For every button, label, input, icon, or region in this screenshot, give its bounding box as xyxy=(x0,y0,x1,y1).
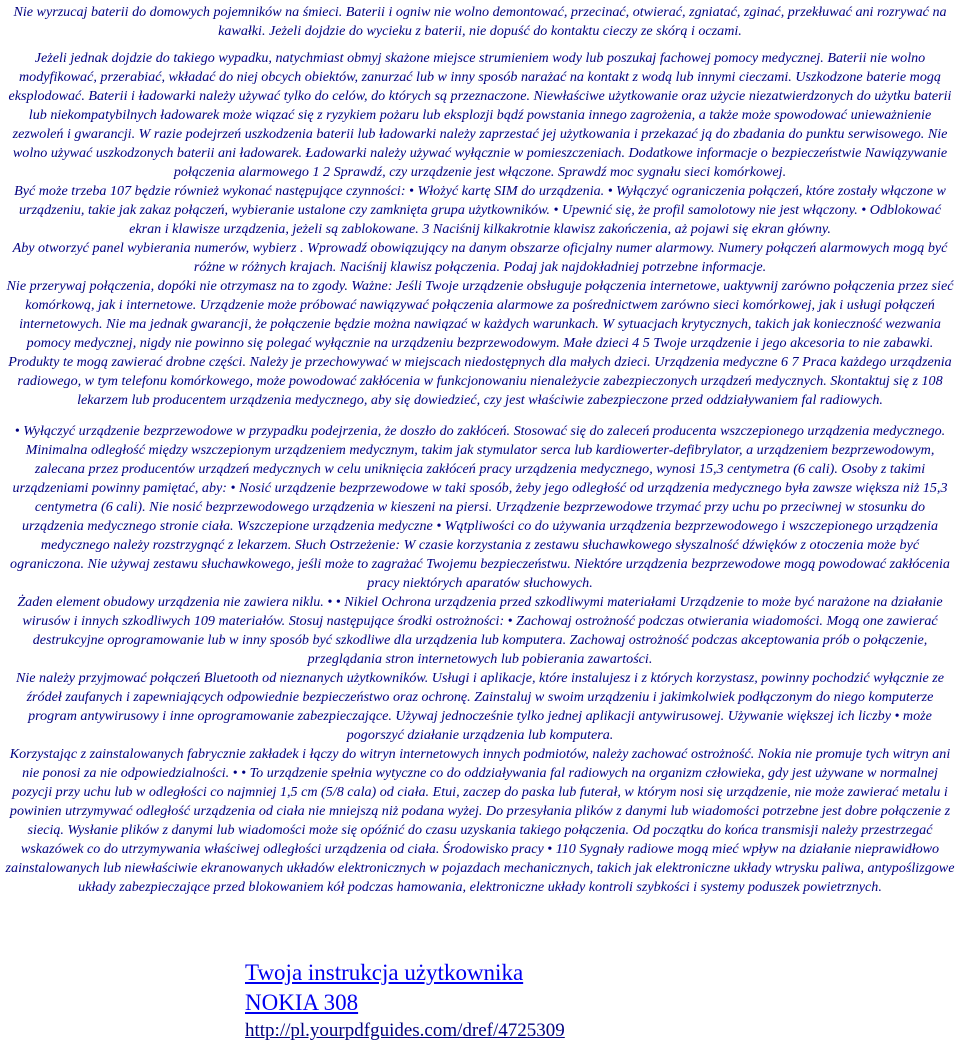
footer-links xyxy=(245,958,945,1044)
paragraph-emergency-dial: Aby otworzyć panel wybierania numerów, wybierz . Wprowadź obowiązujący na danym obszarze oficjalny numer alarmowy. Numery połączeń alarmowych mogą być różne w różnych krajach. Naciśnij klawisz połączenia. Podaj jak najdokładniej potrzebne informacje. xyxy=(12,240,948,275)
paragraph-medical-devices: • Wyłączyć urządzenie bezprzewodowe w przypadku podejrzenia, że doszło do zakłóceń. Stosować się do zaleceń producenta wszczepionego urządzenia medycznego. Minimalna odległość między wszczepionym urządzeniem medycznym, takim jak stymulator serca lub kardiowerter-defibrylator, a urządzeniem bezprzewodowym, zalecana przez producentów urządzeń medycznych w celu uniknięcia zakłóceń pracy urządzenia medycznego, wynosi 15,3 centymetra (6 cali). Osoby z takimi urządzeniami powinny pamiętać, aby: • Nosić urządzenie bezprzewodowe w taki sposób, żeby jego odległość od urządzenia medycznego była zawsze większa niż 15,3 centymetra (6 cali). Nie nosić bezprzewodowego urządzenia w kieszeni na piersi. Urządzenie bezprzewodowe trzymać przy uchu po przeciwnej w stosunku do urządzenia medycznego stronie ciała. Wszczepione urządzenia medyczne • Wątpliwości co do używania urządzenia bezprzewodowego i wszczepionego urządzenia medycznego należy rozstrzygnąć z lekarzem. Słuch Ostrzeżenie: W czasie korzystania z zestawu słuchawkowego słyszalność dźwięków z otoczenia może być ograniczona. Nie używaj zestawu słuchawkowego, jeśli może to zagrażać Twojemu bezpieczeństwu. Niektóre urządzenia bezprzewodowe mogą powodować zakłócenia pracy niektórych aparatów słuchowych. xyxy=(10,423,950,591)
paragraph-bookmarks-radio: Korzystając z zainstalowanych fabrycznie zakładek i łączy do witryn internetowych innych podmiotów, należy zachować ostrożność. Nokia nie promuje tych witryn ani nie ponosi za nie odpowiedzialności. • • To urządzenie spełnia wytyczne co do oddziaływania fal radiowych na organizm człowieka, gdy jest używane w normalnej pozycji przy uchu lub w odległości co najmniej 1,5 cm (5/8 cala) od ciała. Etui, zaczep do paska lub futerał, w którym nosi się urządzenie, nie może zawierać metalu i powinien utrzymywać odległość urządzenia od ciała nie mniejszą niż podana wyżej. Do przesyłania plików z danymi lub wiadomości potrzebne jest dobre połączenie z siecią. Wysłanie plików z danymi lub wiadomości może się opóźnić do czasu uzyskania takiego połączenia. Od początku do końca transmisji należy przestrzegać wskazówek co do utrzymywania właściwej odległości urządzenia od ciała. Środowisko pracy • 110 Sygnały radiowe mogą mieć wpływ na działanie nieprawidłowo zainstalowanych lub niewłaściwie ekranowanych układów elektronicznych w pojazdach mechanicznych, takich jak elektroniczne układy wtrysku paliwa, antypoślizgowe układy zabezpieczające przed blokowaniem kół podczas hamowania, elektroniczne układy kontroli szybkości i systemy poduszek powietrznych. xyxy=(5,746,955,895)
paragraph-nickel-malware: Żaden element obudowy urządzenia nie zawiera niklu. • • Nikiel Ochrona urządzenia przed szkodliwymi materiałami Urządzenie to może być narażone na działanie wirusów i innych szkodliwych 109 materiałów. Stosuj następujące środki ostrożności: • Zachowaj ostrożność podczas otwierania wiadomości. Mogą one zawierać destrukcyjne oprogramowanie lub w inny sposób być szkodliwe dla urządzenia lub komputera. Zachowaj ostrożność podczas akceptowania prób o połączenie, przeglądania stron internetowych lub pobierania zawartości. xyxy=(17,594,943,667)
manual-title-link[interactable]: Twoja instrukcja użytkownika xyxy=(245,960,524,985)
paragraph-emergency-call: Nie przerywaj połączenia, dopóki nie otrzymasz na to zgody. Ważne: Jeśli Twoje urządzenie obsługuje połączenia internetowe, uaktywnij zarówno połączenia przez sieć komórkową, jak i internetowe. Urządzenie może próbować nawiązywać połączenia alarmowe za pośrednictwem zarówno sieci komórkowej, jak i usługi połączeń internetowych. Nie ma jednak gwarancji, że połączenie będzie można nawiązać w każdych warunkach. W sytuacjach krytycznych, takich jak konieczność wezwania pomocy medycznej, nigdy nie powinno się polegać wyłącznie na urządzeniu bezprzewodowym. Małe dzieci 4 5 Twoje urządzenie i jego akcesoria to nie zabawki. Produkty te mogą zawierać drobne części. Należy je przechowywać w miejscach niedostępnych dla małych dzieci. Urządzenia medyczne 6 7 Praca każdego urządzenia radiowego, w tym telefonu komórkowego, może powodować zakłócenia w funkcjonowaniu nienależycie zabezpieczonych urządzeń medycznych. Skontaktuj się z 108 lekarzem lub producentem urządzenia medycznego, aby się dowiedzieć, czy jest właściwie zabezpieczone przed oddziaływaniem fal radiowych. xyxy=(6,278,954,408)
model-name-link[interactable]: NOKIA 308 xyxy=(245,990,359,1015)
paragraph-bluetooth-antivirus: Nie należy przyjmować połączeń Bluetooth od nieznanych użytkowników. Usługi i aplikacje, które instalujesz i z których korzystasz, powinny pochodzić wyłącznie ze źródeł zaufanych i zapewniających odpowiednie bezpieczeństwo oraz ochronę. Zainstaluj w swoim urządzeniu i jakimkolwiek podłączonym do niego komputerze program antywirusowy i inne oprogramowanie zabezpieczające. Używaj jednocześnie tylko jednej aplikacji antywirusowej. Używanie większej ich liczby • może pogorszyć działanie urządzenia lub komputera. xyxy=(15,670,945,743)
paragraph-battery-safety: Jeżeli jednak dojdzie do takiego wypadku, natychmiast obmyj skażone miejsce strumieniem wody lub poszukaj fachowej pomocy medycznej. Baterii nie wolno modyfikować, przerabiać, wkładać do niej obcych obiektów, zanurzać lub w inny sposób narażać na kontakt z wodą lub innymi cieczami. Uszkodzone baterie mogą eksplodować. Baterii i ładowarki należy używać tylko do celów, do których są przeznaczone. Niewłaściwe użytkowanie oraz użycie niezatwierdzonych do użytku baterii lub niekompatybilnych ładowarek może wiązać się z ryzykiem pożaru lub eksplozji bądź powstania innego zagrożenia, a także może spowodować unieważnienie zezwoleń i gwarancji. W razie podejrzeń uszkodzenia baterii lub ładowarki należy zaprzestać jej użytkowania i przekazać ją do zbadania do punktu serwisowego. Nie wolno używać uszkodzonych baterii ani ładowarek. Ładowarki należy używać wyłącznie w pomieszczeniach. Dodatkowe informacje o bezpieczeństwie Nawiązywanie połączenia alarmowego 1 2 Sprawdź, czy urządzenie jest włączone. Sprawdź moc sygnału sieci komórkowej. xyxy=(8,50,952,180)
paragraph-battery-disposal: Nie wyrzucaj baterii do domowych pojemników na śmieci. Baterii i ogniw nie wolno demontować, przecinać, otwierać, zgniatać, zginać, przekłuwać ani rozrywać na kawałki. Jeżeli dojdzie do wycieku z baterii, nie dopuść do kontaktu cieczy ze skórą i oczami. xyxy=(13,4,947,39)
paragraph-emergency-steps: Być może trzeba 107 będzie również wykonać następujące czynności: • Włożyć kartę SIM do urządzenia. • Wyłączyć ograniczenia połączeń, które zostały włączone w urządzeniu, takie jak zakaz połączeń, wybieranie ustalone czy zamknięta grupa użytkowników. • Upewnić się, że profil samolotowy nie jest włączony. • Odblokować ekran i klawisze urządzenia, jeżeli są zablokowane. 3 Naciśnij kilkakrotnie klawisz zakończenia, aż pojawi się ekran główny. xyxy=(14,183,946,237)
source-url-link[interactable]: http://pl.yourpdfguides.com/dref/4725309 xyxy=(245,1020,565,1041)
